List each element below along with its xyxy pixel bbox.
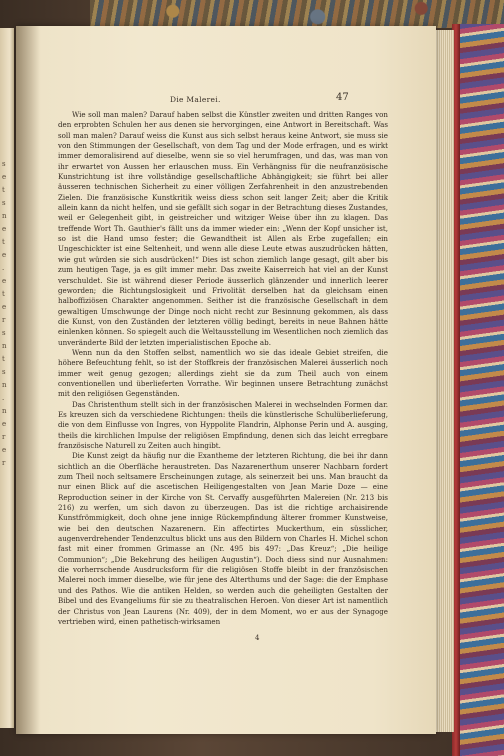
paragraph: Die Kunst zeigt da häufig nur die Exantheme der letzteren Richtung, die bei ihr dann sichtlich an die Oberfläche heraustreten. Das Nazarenerthum unserer Nachbarn fordert zum Theil noch seltsamere Erscheinungen zutage, als seinerzeit bei uns. Man braucht da nur einen Blick auf die ascetischen Heiligengestalten von Jean Marie Doze — eine Reproduction seiner in der Kirche von St. Cervaffy ausgeführten Malereien (Nr. 213 bis 216) zu werfen, um sich davon zu überzeugen. Das ist die richtige archaisirende Kunstfrömmigkeit, doch ohne jene innige Rückempfindung älterer frommer Kunstweise, wie bei den deutschen Nazarenern. Ein affectirtes Muckerthum, ein süsslicher, augenverdrehender Tendenzcultus blickt uns aus den Bildern von Charles H. Michel schon fast mit einer frommen Grimasse an (Nr. 495 bis 497: „Das Kreuz“; „Die heilige Communion“; „Die Bekehrung des heiligen Augustin“). Doch diess sind nur Ausnahmen: die vorherrschende Ausdrucksform für die religiösen Stoffe bleibt in der französischen Malerei noch immer dieselbe, wie für jene des Alterthums und der Sage: die der Emphase und des Pathos. Wie die antiken Helden, so werden auch die geheiligten Gestalten der Bibel und des Evangeliums für sie zu theatralischen Heroen. Von dieser Art ist namentlich der Christus von Jean Laurens (Nr. 409), der in dem Moment, wo er aus der Synagoge vertrieben wird, einen pathetisch-wirksamen <box>58 451 388 626</box>
signature-mark: 4 <box>255 634 260 642</box>
facing-page-fragments: s e t s n e t e . e t e r s n t s n . n e r e r <box>2 160 7 467</box>
page-number: 47 <box>336 92 349 103</box>
facing-page-edge <box>0 28 14 728</box>
paragraph: Wie soll man malen? Darauf haben selbst die Künstler zweiten und dritten Ranges von den erprobten Schulen her aus denen sie hervorgingen, eine Antwort in Bereitschaft. Was soll man malen? Darauf weiss die Kunst aus sich selbst heraus keine Antwort, sie muss sie von den Stimmungen der Gesellschaft, von dem Tag und der Mode erfragen, und es wirkt immer demoralisirend auf dieselbe, wenn sie so viel herumfragen, und das, was man von ihr erwartet von Aussen her erlauschen muss. Ein Verhängniss für die neufranzösische Kunstrichtung ist ihre vollständige gesellschaftliche Abhängigkeit; sie führt bei aller äusseren technischen Sicherheit zu einer völligen Zerfahrenheit in den anzustrebenden Zielen. Die französische Kunstkritik weiss diess schon seit langer Zeit; aber die Kritik allein kann da nicht helfen, und sie gefällt sich sogar in der Betrachtung dieses Zustandes, weil er Gelegenheit gibt, in geistreicher und witziger Weise über ihn zu klagen. Das treffende Wort Th. Gauthier's fällt uns da immer wieder ein: „Wenn der Kopf unsicher ist, so ist die Hand umso fester; die Gewandtheit ist Allen als Erbe zugefallen; ein Ungeschickter ist eine Seltenheit, und wenn alle diese Leute etwas auszudrücken hätten, wie gut würden sie sich ausdrücken!“ Dies ist schon ziemlich lange gesagt, gilt aber bis zum heutigen Tage, ja es gilt immer mehr. Das zweite Kaiserreich hat viel an der Kunst verschuldet. Sie ist während dieser Periode äusserlich glänzender und innerlich leerer geworden; die Richtungslosigkeit und Frivolität derselben hat da gleichsam einen halboffiziösen Charakter angenommen. Seither ist die französische Gesellschaft in dem gewaltigen Umschwunge der Dinge noch nicht recht zur Besinnung gekommen, als dass die Kunst, von den Zuständen der letzteren völlig bedingt, bereits in neue Bahnen hätte einlenken können. So spiegelt auch die Weltausstellung im Wesentlichen noch ziemlich das unveränderte Bild der letzten imperialistischen Epoche ab. <box>58 110 388 347</box>
running-head: Die Malerei. <box>170 95 221 104</box>
spine-shadow <box>16 26 40 734</box>
marbled-cover-top <box>90 0 504 28</box>
body-text <box>58 110 388 627</box>
page-block-edge <box>436 30 454 732</box>
paragraph: Das Christenthum stellt sich in der französischen Malerei in wechselnden Formen dar. Es kreuzen sich da verschiedene Richtungen: theils die künstlerische Schulüberlieferung, die von dem Einflusse von Ingres, von Hyppolite Flandrin, Alphonse Perin und A. ausging, theils die kirchlichen Impulse der religiösen Empfindung, denen sich das leicht erregbare französische Naturell zu Zeiten auch hingibt. <box>58 399 388 450</box>
paragraph: Wenn nun da den Stoffen selbst, namentlich wo sie das ideale Gebiet streifen, die höhere Befeuchtung fehlt, so ist der Stoffkreis der französischen Malerei äusserlich noch immer weit genug gezogen; allerdings zieht sie da zum Theil auch von einem conventionellen und überlieferten Vorrathe. Wir beginnen unsere Betrachtung zunächst mit den religiösen Gegenständen. <box>58 347 388 399</box>
